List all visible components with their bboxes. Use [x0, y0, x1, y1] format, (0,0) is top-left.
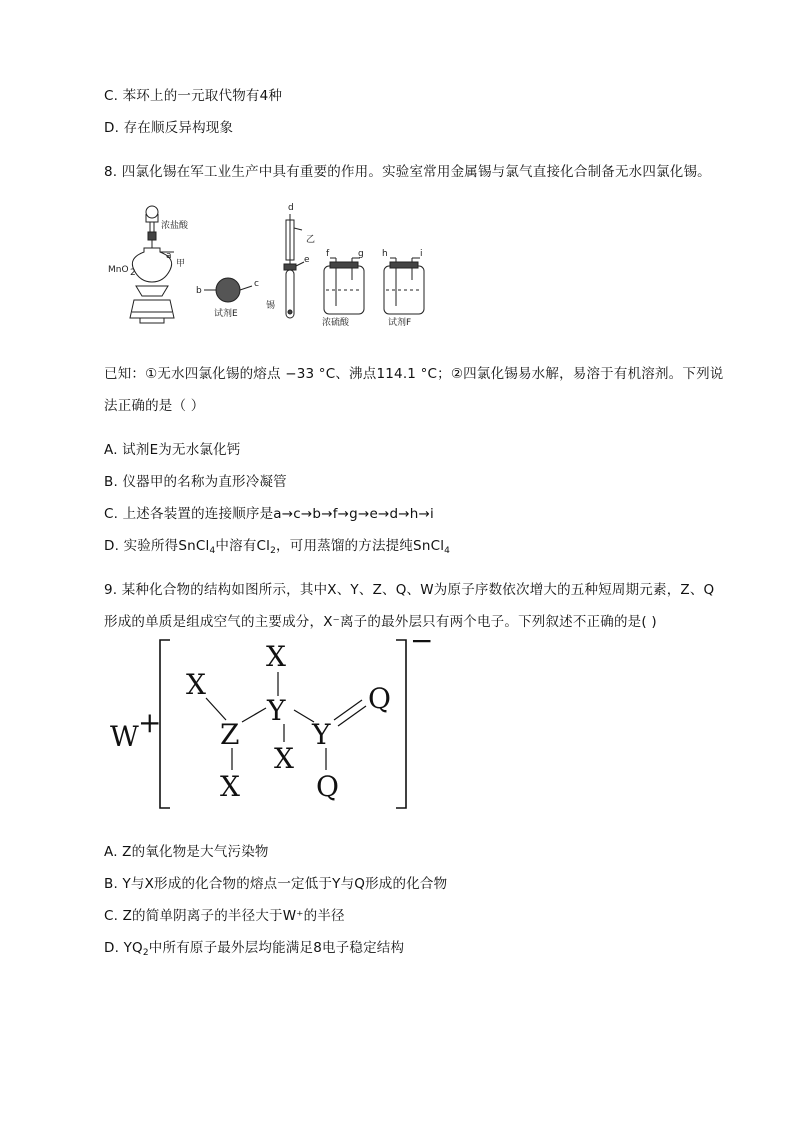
atom-y-center: Y — [267, 694, 286, 727]
label-mno2: MnO — [108, 265, 129, 275]
condenser-and-tube — [284, 214, 304, 318]
label-a: a — [166, 251, 172, 261]
q9-option-d-pre: D. YQ — [104, 940, 143, 956]
wash-bottle-2 — [384, 258, 424, 314]
q8-option-a: A. 试剂E为无水氯化钙 — [104, 442, 241, 458]
atom-x-top: X — [266, 640, 286, 673]
drying-tube — [204, 278, 252, 302]
label-h: h — [382, 249, 388, 259]
q8-known-line2: 法正确的是（ ） — [104, 398, 205, 414]
q9-option-a: A. Z的氧化物是大气污染物 — [104, 844, 269, 860]
label-tin: 锡 — [266, 301, 276, 311]
q8-option-d — [104, 534, 450, 556]
atom-x-left: X — [186, 668, 206, 701]
sub-4b: 4 — [444, 546, 451, 556]
sub-2-q9: 2 — [142, 948, 149, 958]
q7-option-c: C. 苯环上的一元取代物有4种 — [104, 88, 283, 104]
label-i: i — [420, 249, 423, 259]
atom-q-double: Q — [368, 682, 391, 715]
q9-structure-figure — [104, 632, 444, 814]
label-c: c — [254, 279, 259, 289]
label-f: f — [326, 249, 330, 259]
atom-z: Z — [220, 718, 240, 751]
label-conc-hcl: 浓盐酸 — [161, 221, 189, 231]
label-reagent-e: 试剂E — [214, 309, 238, 319]
q9-option-d — [104, 936, 404, 958]
atom-y-right: Y — [312, 718, 331, 751]
q8-apparatus-figure — [104, 200, 434, 335]
q9-option-d-post: 中所有原子最外层均能满足8电子稳定结构 — [148, 940, 405, 956]
q9-stem-line2: 形成的单质是组成空气的主要成分，X⁻离子的最外层只有两个电子。下列叙述不正确的是( ) — [104, 614, 657, 630]
q8-option-b: B. 仪器甲的名称为直形冷凝管 — [104, 474, 287, 490]
atom-x-below-z: X — [220, 770, 240, 803]
q9-option-c: C. Z的简单阴离子的半径大于W⁺的半径 — [104, 908, 345, 924]
sub-4: 4 — [209, 546, 216, 556]
label-b: b — [196, 286, 202, 296]
label-e: e — [304, 255, 310, 265]
cation-charge: + — [138, 706, 162, 739]
anion-charge: − — [410, 632, 434, 657]
q7-option-d: D. 存在顺反异构现象 — [104, 120, 234, 136]
label-yi: 乙 — [306, 235, 316, 245]
q8-option-c: C. 上述各装置的连接顺序是a→c→b→f→g→e→d→h→i — [104, 506, 434, 522]
wash-bottle-1 — [324, 258, 364, 314]
atom-q-below: Q — [316, 770, 339, 803]
label-conc-h2so4: 浓硫酸 — [322, 318, 350, 328]
label-mno2-sub: 2 — [130, 268, 136, 278]
q9-option-b: B. Y与X形成的化合物的熔点一定低于Y与Q形成的化合物 — [104, 876, 448, 892]
sub-2: 2 — [270, 546, 277, 556]
q8-option-d-post: ，可用蒸馏的方法提纯SnCl — [276, 538, 445, 554]
label-d: d — [288, 203, 294, 213]
q8-stem: 8. 四氯化锡在军工业生产中具有重要的作用。实验室常用金属锡与氯气直接化合制备无水四氯化锡。 — [104, 164, 711, 180]
q8-option-d-mid: 中溶有Cl — [215, 538, 271, 554]
q8-known-line1: 已知：①无水四氯化锡的熔点 −33 °C、沸点114.1 °C；②四氯化锡易水解，易溶于有机溶剂。下列说 — [104, 366, 724, 382]
q8-option-d-pre: D. 实验所得SnCl — [104, 538, 210, 554]
q9-stem-line1: 9. 某种化合物的结构如图所示，其中X、Y、Z、Q、W为原子序数依次增大的五种短周期元素，Z、Q — [104, 582, 715, 598]
cation-w: W — [110, 720, 139, 753]
label-g: g — [358, 249, 364, 259]
label-reagent-f: 试剂F — [388, 318, 412, 328]
atom-x-below-y: X — [274, 742, 294, 775]
label-jia: 甲 — [176, 259, 186, 269]
